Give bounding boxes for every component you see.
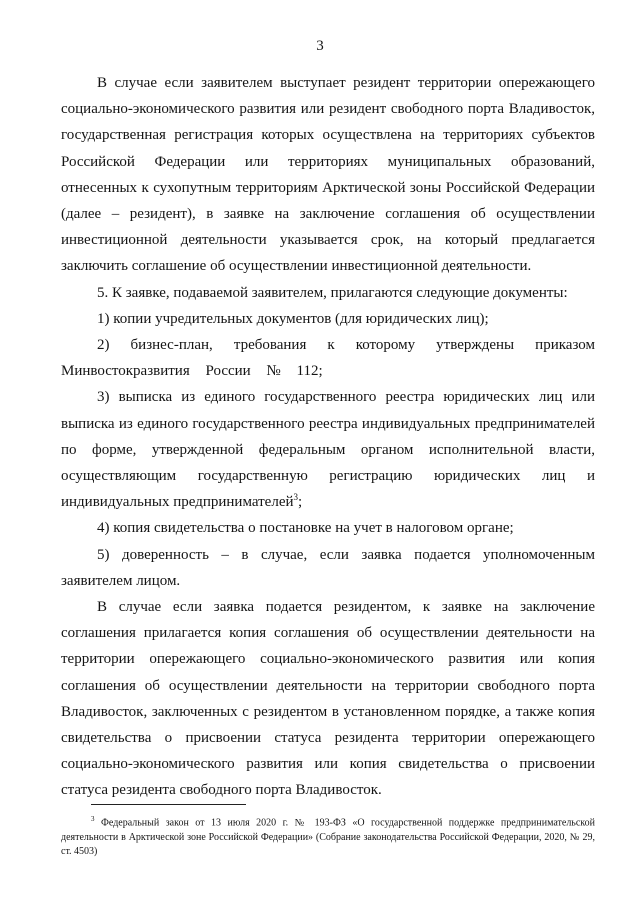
list-item-3-tail: ; [298, 494, 303, 511]
list-item-3 [61, 384, 595, 515]
list-item-1: 1) копии учредительных документов (для юридических лиц); [97, 310, 489, 327]
paragraph-resident-application: В случае если заявка подается резидентом, к заявке на заключение соглашения прилагается копия соглашения об осуществлении деятельности на территории опережающего социально-экономического развития или копия соглашения об осуществлении деятельности на территории свободного порта Владивосток, заключенных с резидентом в установленном порядке, а также копия свидетельства о присвоении статуса резидента территории опережающего социально-экономического развития или копия свидетельства о присвоении статуса резидента свободного порта Владивосток. [61, 599, 595, 799]
list-item-3-text: 3) выписка из единого государственного реестра юридических лиц или выписка из единого государственного реестра индивидуальных предпринимателей по форме, утвержденной федеральным органом исполнительной власти, осуществляющим государственную регистрацию юридических лиц и индивидуальных предпринимателей [61, 389, 595, 511]
paragraph-item-5: 5. К заявке, подаваемой заявителем, прилагаются следующие документы: [97, 284, 568, 301]
footnote-separator [91, 804, 246, 805]
list-item-2: 2) бизнес-план, требования к которому утверждены приказом Минвостокразвития России № 112; [61, 337, 595, 380]
list-item-4: 4) копия свидетельства о постановке на учет в налоговом органе; [97, 520, 514, 537]
footnote-reference: 3 [293, 492, 298, 503]
footnote [61, 812, 595, 860]
footnote-text: Федеральный закон от 13 июля 2020 г. № 193-ФЗ «О государственной поддержке предпринимательской деятельности в Арктической зоне Российской Федерации» (Собрание законодательства Российской Федерации, 2020, № 29, ст. 4503) [61, 817, 596, 858]
paragraph-resident-term: В случае если заявителем выступает резидент территории опережающего социально-экономического развития или резидент свободного порта Владивосток, государственная регистрация которых осуществлена на территориях субъектов Российской Федерации или территориях муниципальных образований, отнесенных к сухопутным территориям Арктической зоны Российской Федерации (далее – резидент), в заявке на заключение соглашения об осуществлении инвестиционной деятельности указывается срок, на который предлагается заключить соглашение об осуществлении инвестиционной деятельности. [61, 75, 595, 275]
page-number: 3 [316, 38, 324, 54]
document-body [61, 70, 595, 804]
footnote-marker: 3 [91, 815, 95, 823]
list-item-5: 5) доверенность – в случае, если заявка подается уполномоченным заявителем лицом. [61, 546, 595, 589]
